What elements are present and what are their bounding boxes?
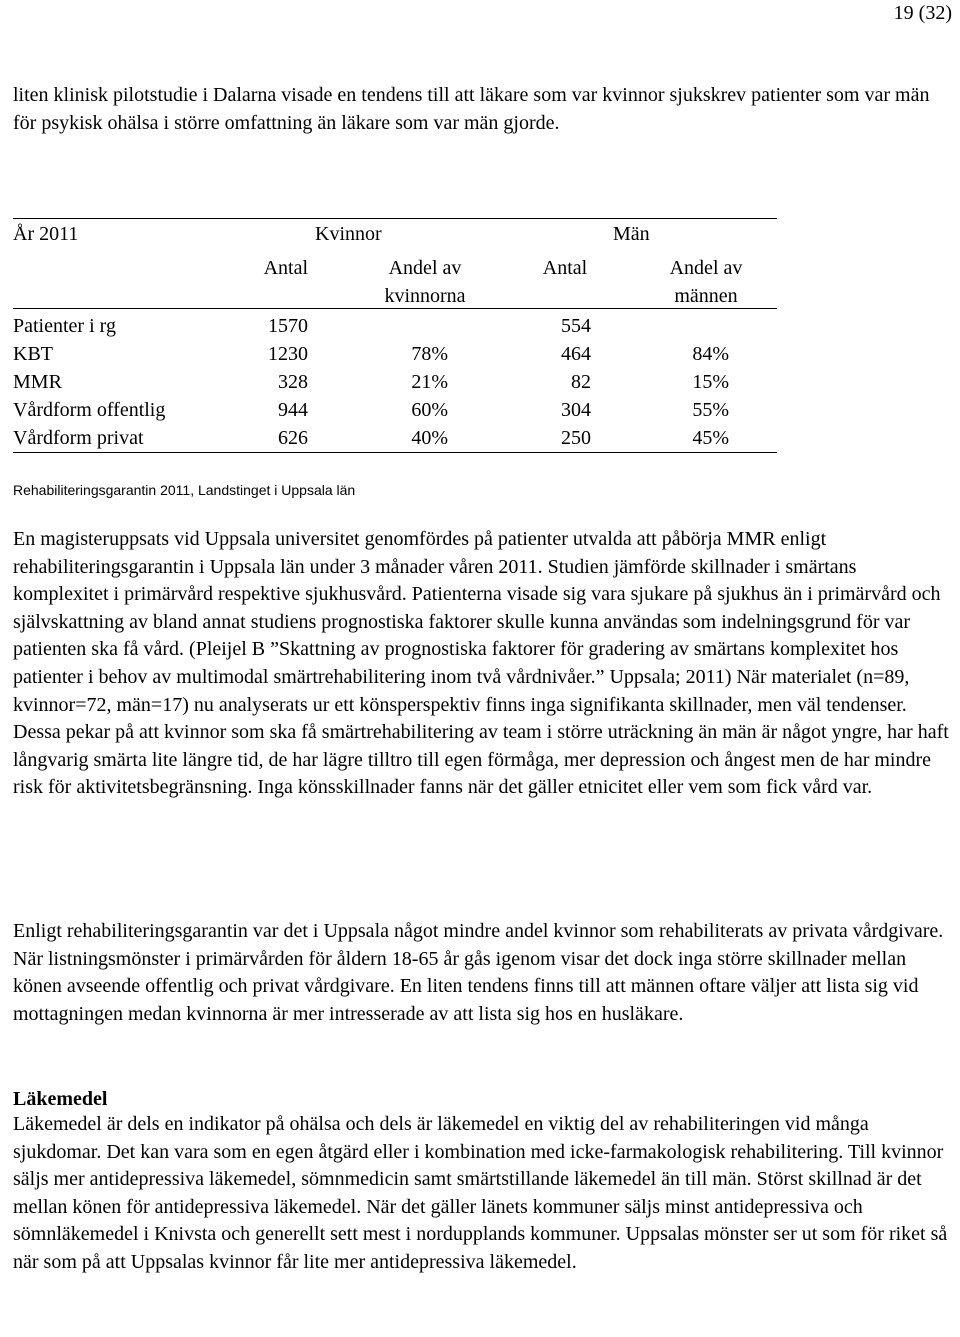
paragraph-lakemedel: Läkemedel är dels en indikator på ohälsa och dels är läkemedel en viktig del av rehabiliteringen vid många sjukdomar. Det kan vara som en egen åtgärd eller i kombination med icke-farmakologisk rehabilitering. Till kvinnor säljs mer antidepressiva läkemedel, sömnmedicin samt smärtstillande läkemedel än till män. Störst skillnad är det mellan könen för antidepressiva läkemedel. När det gäller länets kommuner säljs minst antidepressiva och sömnläkemedel i Knivsta och generellt sett mest i nordupplands kommuner. Uppsalas mönster ser ut som för riket så när som på att Uppsalas kvinnor får lite mer antidepressiva läkemedel. (13, 1113, 948, 1273)
cell-andel-women: 21% (411, 371, 448, 393)
table-caption: Rehabiliteringsgarantin 2011, Landstinget i Uppsala län (13, 482, 356, 498)
paragraph-rehabiliteringsgarantin: Enligt rehabiliteringsgarantin var det i Uppsala något mindre andel kvinnor som rehabiliterats av privata vårdgivare. När listningsmönster i primärvården för åldern 18-65 år gås igenom visar det dock inga större skillnader mellan könen avseende offentlig och privat vårdgivare. En liten tendens finns till att männen oftare väljer att lista sig vid mottagningen medan kvinnorna är mer intresserade av att lista sig hos en husläkare. (13, 920, 944, 1025)
paragraph-intro: liten klinisk pilotstudie i Dalarna visade en tendens till att läkare som var kvinnor sjukskrev patienter som var män för psykisk ohälsa i större omfattning än läkare som var män gjorde. (13, 84, 930, 134)
col-header-andel-men-line2: männen (674, 285, 738, 307)
row-label: MMR (13, 371, 62, 393)
cell-antal-men: 464 (561, 343, 591, 365)
cell-antal-women: 328 (278, 371, 308, 393)
table-year-label: År 2011 (13, 223, 79, 245)
cell-andel-women: 78% (411, 343, 448, 365)
cell-andel-men: 45% (692, 427, 729, 449)
row-label: KBT (13, 343, 53, 365)
paragraph-magisteruppsats: En magisteruppsats vid Uppsala universitet genomfördes på patienter utvalda att påbörja MMR enligt rehabiliteringsgarantin i Uppsala län under 3 månader våren 2011. Studien jämförde skillnader i smärtans komplexitet i primärvård respektive sjukhusvård. Patienterna visade sig vara sjukare på sjukhus än i primärvård och självskattning av bland annat studiens prognostiska faktorer skulle kunna användas som indelningsgrund för var patienten ska få vård. (Pleijel B ”Skattning av prognostiska faktorer för gradering av smärtans komplexitet hos patienter i behov av multimodal smärtrehabilitering inom två vårdnivåer.” Uppsala; 2011) När materialet (n=89, kvinnor=72, män=17) nu analyserats ur ett könsperspektiv finns inga signifikanta skillnader, men väl tendenser. Dessa pekar på att kvinnor som ska få smärtrehabilitering av team i större uträckning än män är något yngre, har haft långvarig smärta lite längre tid, de har lägre tilltro till egen förmåga, mer depression och ångest men de har mindre risk för aktivitetsbegränsning. Inga könsskillnader fanns när det gäller etnicitet eller vem som fick vård var. (13, 528, 949, 799)
col-header-andel-women-line2: kvinnorna (384, 285, 466, 307)
cell-antal-men: 554 (561, 315, 591, 337)
cell-andel-men: 84% (692, 343, 729, 365)
cell-antal-men: 250 (561, 427, 591, 449)
table-bottom-rule (13, 452, 777, 453)
statistics-table (13, 218, 777, 454)
section-heading-lakemedel: Läkemedel (13, 1088, 108, 1110)
cell-andel-women: 40% (411, 427, 448, 449)
col-header-antal-women: Antal (263, 257, 308, 279)
cell-antal-men: 82 (571, 371, 591, 393)
col-header-antal-men: Antal (542, 257, 588, 279)
col-header-andel-men-line1: Andel av (669, 257, 743, 279)
page-number: 19 (32) (893, 2, 952, 24)
cell-antal-women: 1230 (268, 343, 308, 365)
cell-antal-women: 1570 (268, 315, 308, 337)
table-group-men: Män (613, 223, 650, 245)
row-label: Patienter i rg (13, 315, 116, 337)
table-top-rule (13, 218, 777, 219)
cell-antal-women: 944 (278, 399, 308, 421)
row-label: Vårdform privat (13, 427, 144, 449)
col-header-andel-women-line1: Andel av (388, 257, 462, 279)
row-label: Vårdform offentlig (13, 399, 166, 421)
cell-andel-women: 60% (411, 399, 448, 421)
table-group-women: Kvinnor (315, 223, 382, 245)
cell-antal-men: 304 (561, 399, 591, 421)
cell-andel-men: 15% (692, 371, 729, 393)
cell-andel-men: 55% (692, 399, 729, 421)
cell-antal-women: 626 (278, 427, 308, 449)
